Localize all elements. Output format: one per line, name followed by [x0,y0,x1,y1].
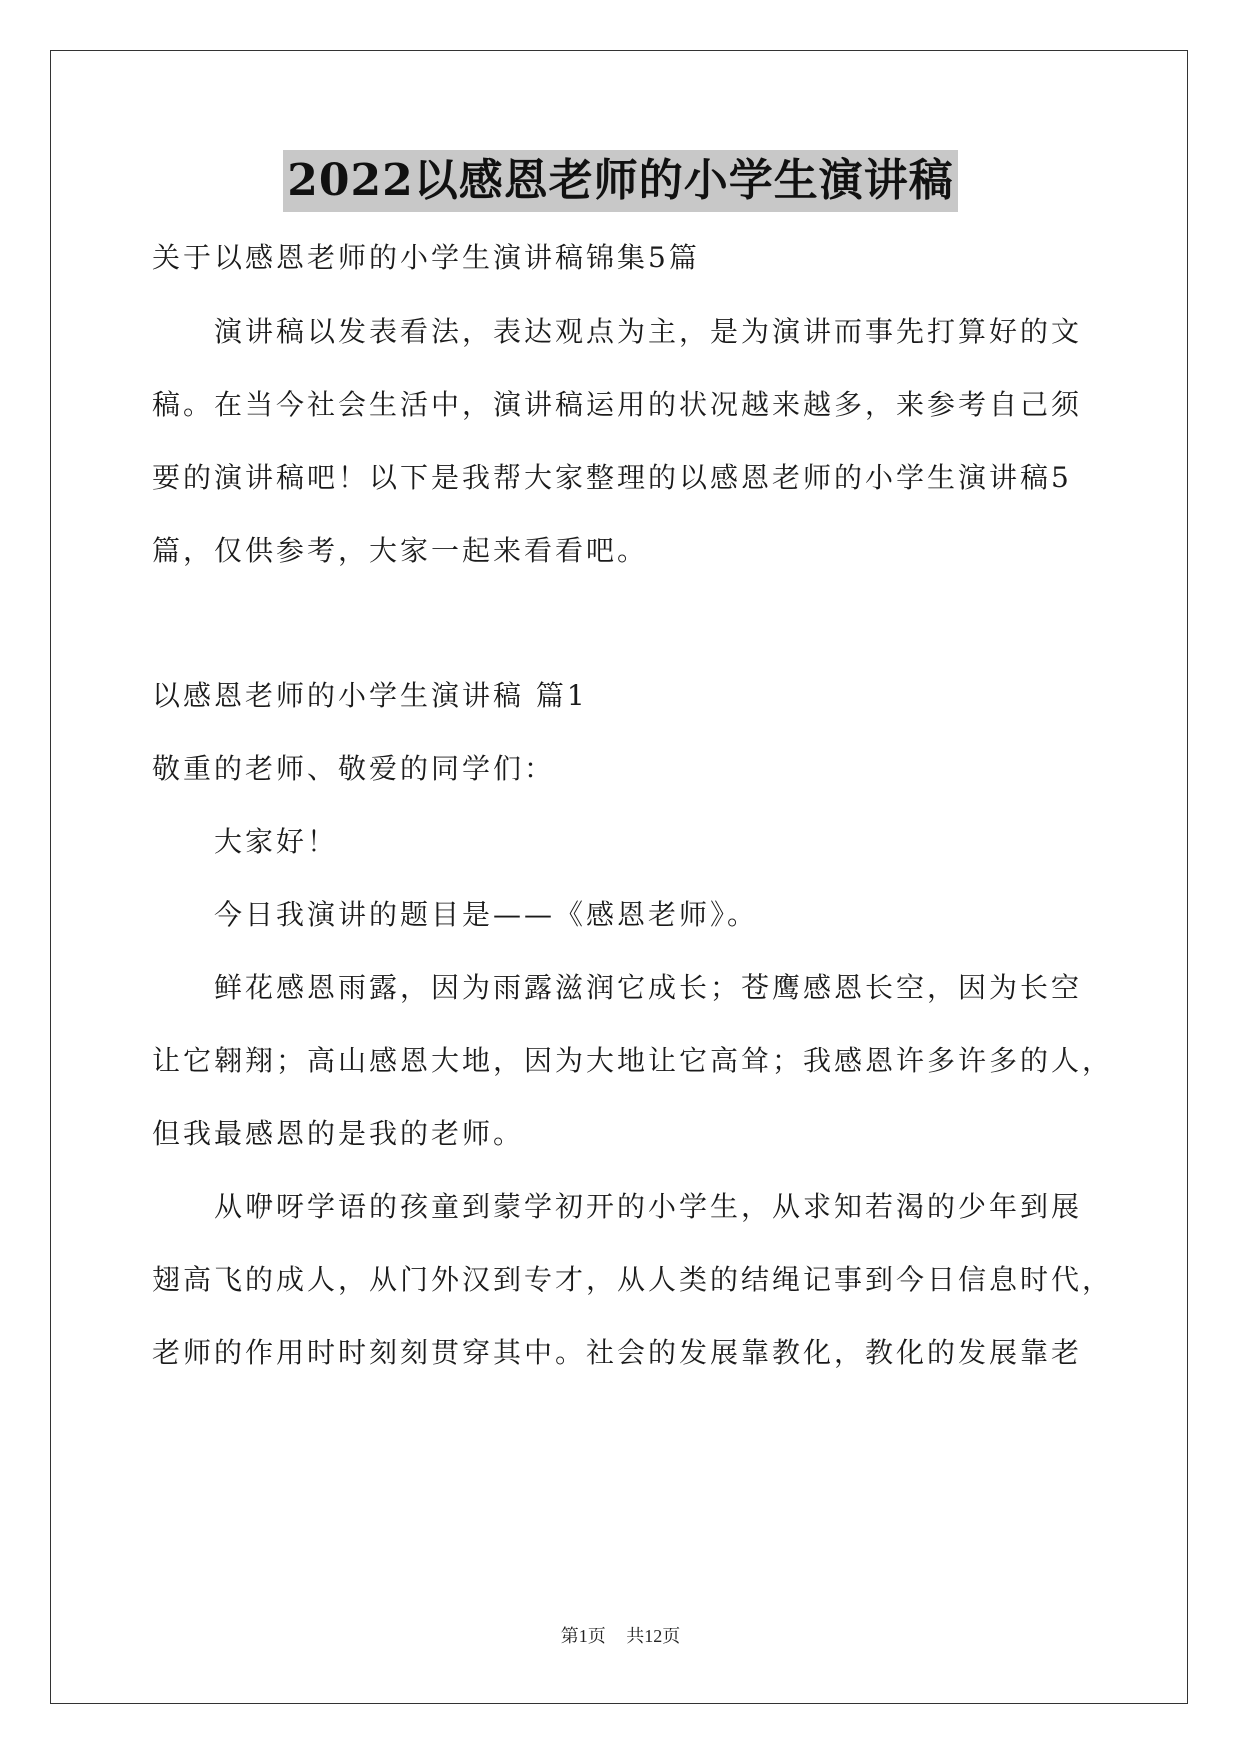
page-footer [0,1624,1241,1648]
paragraph-line: 从咿呀学语的孩童到蒙学初开的小学生，从求知若渴的少年到展 [214,1190,1083,1223]
intro-line: 要的演讲稿吧！以下是我帮大家整理的以感恩老师的小学生演讲稿5 [152,461,1072,494]
title-container [0,150,1241,212]
page-total: 共12页 [626,1626,681,1646]
paragraph-line: 鲜花感恩雨露，因为雨露滋润它成长；苍鹰感恩长空，因为长空 [214,971,1083,1004]
page-border [50,50,1188,1704]
subtitle: 关于以感恩老师的小学生演讲稿锦集5篇 [152,241,700,274]
intro-line: 演讲稿以发表看法，表达观点为主，是为演讲而事先打算好的文 [214,315,1083,348]
page-number: 第1页 [560,1626,606,1646]
paragraph-line: 老师的作用时时刻刻贯穿其中。社会的发展靠教化，教化的发展靠老 [152,1336,1083,1369]
section-heading: 以感恩老师的小学生演讲稿 篇1 [152,679,588,712]
salutation: 敬重的老师、敬爱的同学们： [152,752,556,785]
intro-line: 稿。在当今社会生活中，演讲稿运用的状况越来越多，来参考自己须 [152,388,1083,421]
document-title: 2022以感恩老师的小学生演讲稿 [283,150,957,212]
greeting: 大家好！ [214,825,339,858]
paragraph-line: 但我最感恩的是我的老师。 [152,1117,525,1150]
topic-line: 今日我演讲的题目是——《感恩老师》。 [214,898,759,931]
intro-line: 篇，仅供参考，大家一起来看看吧。 [152,534,649,567]
paragraph-line: 翅高飞的成人，从门外汉到专才，从人类的结绳记事到今日信息时代， [152,1263,1114,1296]
paragraph-line: 让它翱翔；高山感恩大地，因为大地让它高耸；我感恩许多许多的人， [152,1044,1114,1077]
